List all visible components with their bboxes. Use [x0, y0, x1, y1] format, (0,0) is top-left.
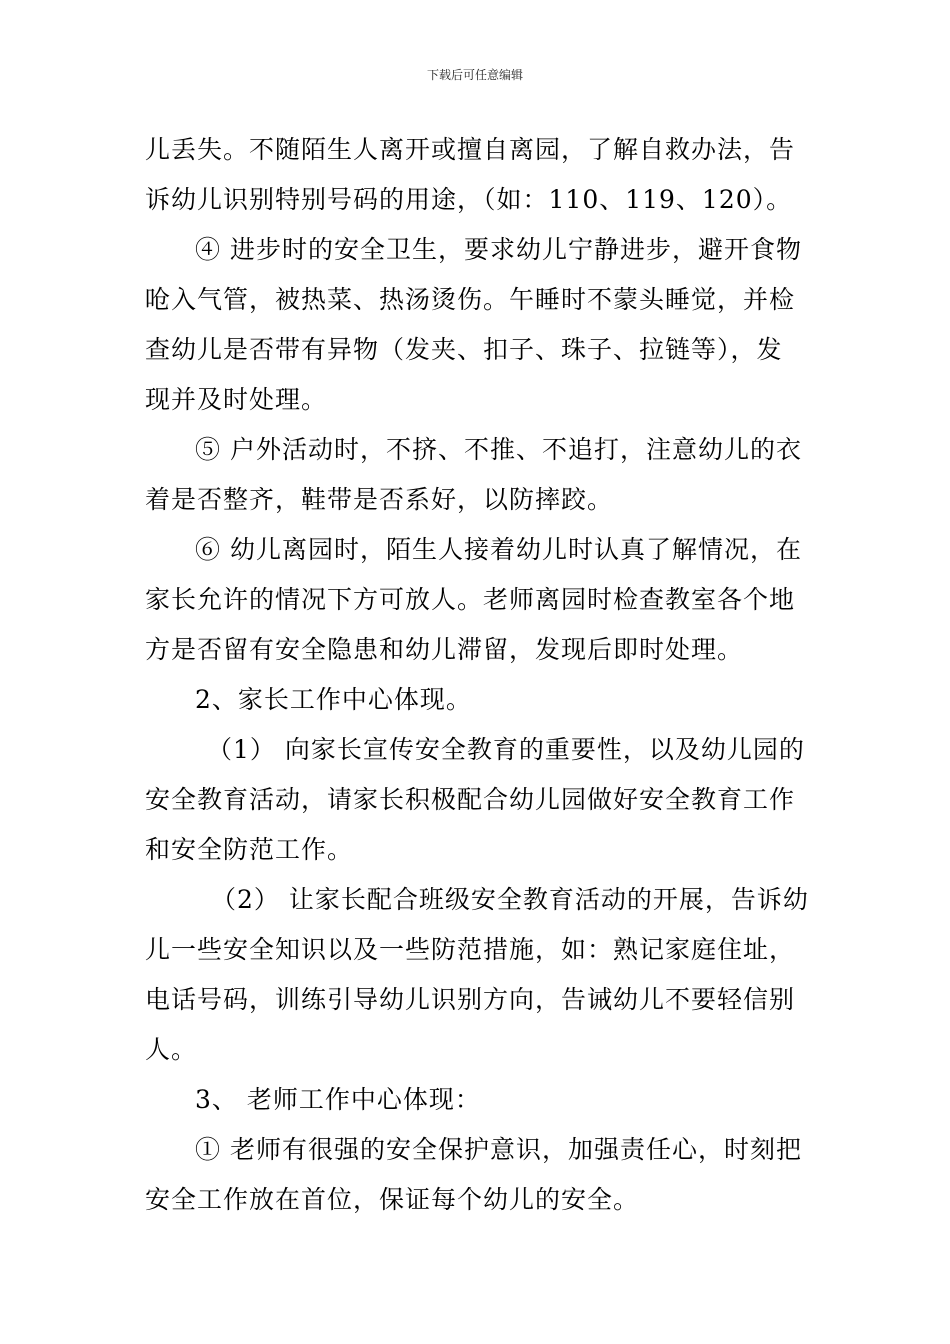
paragraph-line: 2、家长工作中心体现。 — [195, 685, 472, 714]
paragraph-line: （1） 向家长宣传安全教育的重要性，以及幼儿园的 — [207, 735, 805, 764]
paragraph-line: 着是否整齐，鞋带是否系好，以防摔跤。 — [145, 485, 614, 514]
paragraph-line: ④ 进步时的安全卫生，要求幼儿宁静进步，避开食物 — [195, 235, 802, 264]
paragraph-line: 安全工作放在首位，保证每个幼儿的安全。 — [145, 1185, 640, 1214]
paragraph-line: 呛入气管，被热菜、热汤烫伤。午睡时不蒙头睡觉，并检 — [145, 285, 796, 314]
paragraph-line: ⑥ 幼儿离园时，陌生人接着幼儿时认真了解情况，在 — [195, 535, 802, 564]
paragraph-line: （2） 让家长配合班级安全教育活动的开展，告诉幼 — [211, 885, 809, 914]
paragraph-line: 安全教育活动，请家长积极配合幼儿园做好安全教育工作 — [145, 785, 796, 814]
paragraph-line: ① 老师有很强的安全保护意识，加强责任心，时刻把 — [195, 1135, 802, 1164]
paragraph-line: 电话号码，训练引导幼儿识别方向，告诫幼儿不要轻信别 — [145, 985, 796, 1014]
paragraph-line: 现并及时处理。 — [145, 385, 328, 414]
document-body — [145, 125, 810, 1225]
paragraph-line: 人。 — [145, 1035, 198, 1064]
paragraph-line: 和安全防范工作。 — [145, 835, 354, 864]
paragraph-line: 诉幼儿识别特别号码的用途，（如：110、119、120）。 — [145, 185, 793, 214]
paragraph-line: 儿丢失。不随陌生人离开或擅自离园，了解自救办法，告 — [145, 135, 796, 164]
paragraph-line: 家长允许的情况下方可放人。老师离园时检查教室各个地 — [145, 585, 796, 614]
paragraph-line: 3、 老师工作中心体现： — [195, 1085, 481, 1114]
page-header-note: 下载后可任意编辑 — [426, 68, 523, 82]
paragraph-line: 方是否留有安全隐患和幼儿滞留，发现后即时处理。 — [145, 635, 744, 664]
paragraph-line: 儿一些安全知识以及一些防范措施，如：熟记家庭住址， — [145, 935, 796, 964]
paragraph-line: 查幼儿是否带有异物（发夹、扣子、珠子、拉链等），发 — [145, 335, 783, 364]
paragraph-line: ⑤ 户外活动时，不挤、不推、不追打，注意幼儿的衣 — [195, 435, 802, 464]
